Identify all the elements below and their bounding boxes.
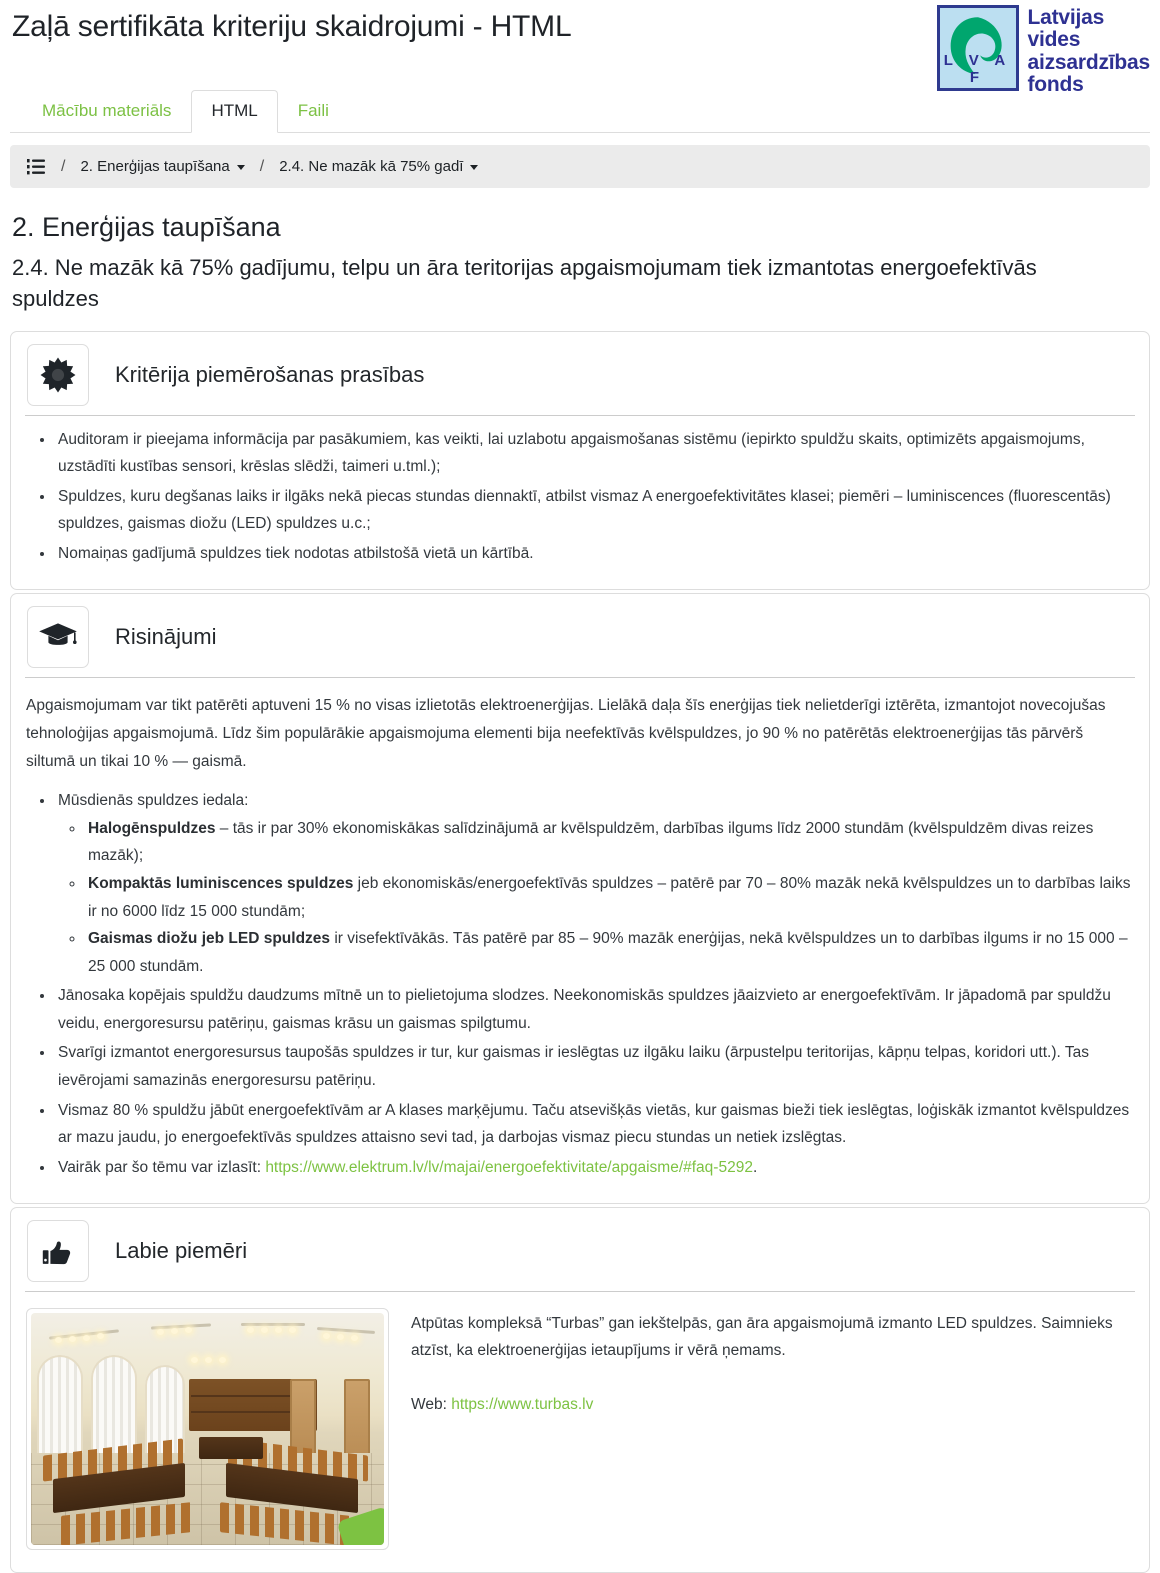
logo-text-line: aizsardzības — [1027, 50, 1150, 74]
tab-bar — [10, 90, 1150, 133]
section-title: Kritērija piemērošanas prasības — [115, 361, 425, 387]
logo-text-line: vides — [1027, 28, 1081, 52]
list-item: • Vismaz 80 % spuldžu jābūt energoefektīvām ar A klases marķējumu. Taču atsevišķās vietās, kur gaismas bieži tiek ieslēgtas, loģiskāk izmantot kvēlspuldzes ar mazu jaudu, jo energoefektīvās spuldzes attaisno sevi tad, ja darbojas vismaz piecu stundas un netiek izslēgtas. — [55, 1097, 1136, 1152]
tab-html[interactable]: HTML — [191, 90, 277, 133]
divider — [25, 677, 1135, 678]
list-item: • Svarīgi izmantot energoresursus taupošās spuldzes ir tur, kur gaismas ir ieslēgtas uz ilgāku laiku (ārpustelpu teritorijas, kāpņu telpas, koridori utt.). Tas ievērojami samazinās energoresursu patēriņu. — [55, 1039, 1136, 1094]
page-title: Zaļā sertifikāta kriteriju skaidrojumi - HTML — [12, 10, 572, 43]
list-item: ◦ Kompaktās luminiscences spuldzes jeb ekonomiskās/energoefektīvās spuldzes – patērē par 70 – 80% mazāk nekā kvēlspuldzes un to darbības laiks ir no 6000 līdz 15 000 stundām; — [85, 870, 1136, 925]
solutions-list — [24, 787, 1136, 1181]
elektrum-link[interactable]: https://www.elektrum.lv/lv/majai/energoefektivitate/apgaisme/#faq-5292 — [265, 1158, 753, 1176]
section-header — [24, 341, 1136, 415]
web-label: Web: — [411, 1395, 452, 1413]
list-item: • Nomaiņas gadījumā spuldzes tiek nodotas atbilstošā vietā un kārtībā. — [55, 540, 1136, 568]
good-example-description: Atpūtas kompleksā “Turbas” gan iekštelpās, gan āra apgaismojumā izmanto LED spuldzes. Saimnieks atzīst, ka elektroenerģijas ietaupījums ir vērā ņemams. — [411, 1315, 1113, 1360]
restaurant-photo-thumbnail — [26, 1308, 389, 1550]
lvaf-logo-mark — [937, 5, 1019, 91]
graduation-cap-icon — [27, 606, 89, 668]
requirements-list — [24, 426, 1136, 568]
lvaf-acronym: L V A F — [943, 52, 1012, 86]
section-header — [24, 603, 1136, 677]
breadcrumb-item-section[interactable]: 2.4. Ne mazāk kā 75% gadī — [279, 158, 478, 175]
list-item: • Mūsdienās spuldzes iedala: ◦ Halogēnspuldzes – tās ir par 30% ekonomiskākas salīdzinājumā ar kvēlspuldzēm, darbības ilgums līdz 2000 stundām (kvēlspuldzēm divas reizes mazāk); ◦ Kompaktās luminiscences spuldzes jeb ekonomiskās/energoefektīvās spuldzes – patērē par 70 – 80% mazāk nekā kvēlspuldzes un to darbības laiks ir no 6000 līdz 15 000 stundām; ◦ Gaismas diožu jeb LED spuldzes ir visefektīvākās. Tās patērē par 85 – 90% mazāk enerģijas, nekā kvēlspuldzes un to darbības ilgums ir no 15 000 – 25 000 stundām. — [55, 787, 1136, 980]
chevron-down-icon — [470, 165, 478, 170]
good-example — [24, 1302, 1136, 1568]
solutions-intro: Apgaismojumam var tikt patērēti aptuveni 15 % no visas izlietotās elektroenerģijas. Lielākā daļa šīs enerģijas tiek nelietderīgi iztērēta, izmantojot novecojušas tehnoloģijas apgaismojumā. Līdz šim populārākie apgaismojuma elementi bija neefektīvās kvēlspuldzes, jo 90 % no patērētās elektroenerģijas tās pārvērš siltumā un tikai 10 % — gaismā. — [26, 697, 1106, 770]
divider — [25, 1291, 1135, 1292]
breadcrumb-item-chapter[interactable]: 2. Enerģijas taupīšana — [80, 158, 244, 175]
good-example-web-line — [411, 1391, 1131, 1418]
section-title: Risinājumi — [115, 624, 217, 650]
logo-text-line: fonds — [1027, 72, 1084, 96]
certificate-seal-icon — [27, 344, 89, 406]
divider — [25, 415, 1135, 416]
breadcrumb — [10, 145, 1150, 188]
section-header — [24, 1217, 1136, 1291]
breadcrumb-separator: / — [61, 157, 66, 175]
tab-macibu-materials[interactable]: Mācību materiāls — [42, 101, 172, 120]
lvaf-logo-text — [1028, 5, 1151, 96]
section-prasibas — [10, 331, 1150, 591]
section-risinajumi — [10, 593, 1150, 1204]
lvaf-logo — [937, 5, 1151, 96]
list-item: ◦ Gaismas diožu jeb LED spuldzes ir visefektīvākās. Tās patērē par 85 – 90% mazāk enerģijas, nekā kvēlspuldzes un to darbības ilgums ir no 15 000 – 25 000 stundām. — [85, 925, 1136, 980]
bulb-type-name: Halogēnspuldzes — [88, 819, 216, 837]
bulb-types-list — [58, 815, 1136, 980]
section-labie-piemeri — [10, 1207, 1150, 1573]
list-item: • Spuldzes, kuru degšanas laiks ir ilgāks nekā piecas stundas diennaktī, atbilst vismaz A energoefektivitātes klasei; piemēri – luminiscences (fluorescentās) spuldzes, gaismas diožu (LED) spuldzes u.c.; — [55, 483, 1136, 538]
bulb-type-name: Gaismas diožu jeb LED spuldzes — [88, 930, 331, 948]
turbas-link[interactable]: https://www.turbas.lv — [451, 1395, 594, 1413]
chevron-down-icon — [237, 165, 245, 170]
list-item: • Jānosaka kopējais spuldžu daudzums mītnē un to pielietojuma slodzes. Neekonomiskās spuldzes jāaizvieto ar energoefektīvām. Ir jāpadomā par spuldžu veidu, energoresursu patēriņu, gaismas krāsu un gaismas spilgtumu. — [55, 982, 1136, 1037]
logo-text-line: Latvijas — [1027, 6, 1105, 29]
section-title: Labie piemēri — [115, 1238, 248, 1264]
tab-faili[interactable]: Faili — [297, 101, 329, 120]
restaurant-interior-photo — [31, 1313, 384, 1545]
breadcrumb-separator: / — [259, 157, 265, 175]
toc-list-icon[interactable] — [26, 158, 46, 176]
thumbs-up-icon — [27, 1220, 89, 1282]
list-item: ◦ Halogēnspuldzes – tās ir par 30% ekonomiskākas salīdzinājumā ar kvēlspuldzēm, darbības ilgums līdz 2000 stundām (kvēlspuldzēm divas reizes mazāk); — [85, 815, 1136, 870]
criterion-heading: 2.4. Ne mazāk kā 75% gadījumu, telpu un āra teritorijas apgaismojumam tiek izmantotas energoefektīvās spuldzes — [12, 255, 1037, 311]
list-item: • Auditoram ir pieejama informācija par pasākumiem, kas veikti, lai uzlabotu apgaismošanas sistēmu (iepirkto spuldžu skaits, optimizēts apgaismojums, uzstādīti kustības sensori, krēslas slēdži, taimeri u.tml.); — [55, 426, 1136, 481]
chapter-heading: 2. Enerģijas taupīšana — [12, 212, 281, 242]
list-item: • Vairāk par šo tēmu var izlasīt: https://www.elektrum.lv/lv/majai/energoefektivitate/apgaisme/#faq-5292. — [55, 1154, 1136, 1182]
bulb-type-name: Kompaktās luminiscences spuldzes — [88, 874, 354, 892]
good-example-text-block — [411, 1308, 1131, 1550]
